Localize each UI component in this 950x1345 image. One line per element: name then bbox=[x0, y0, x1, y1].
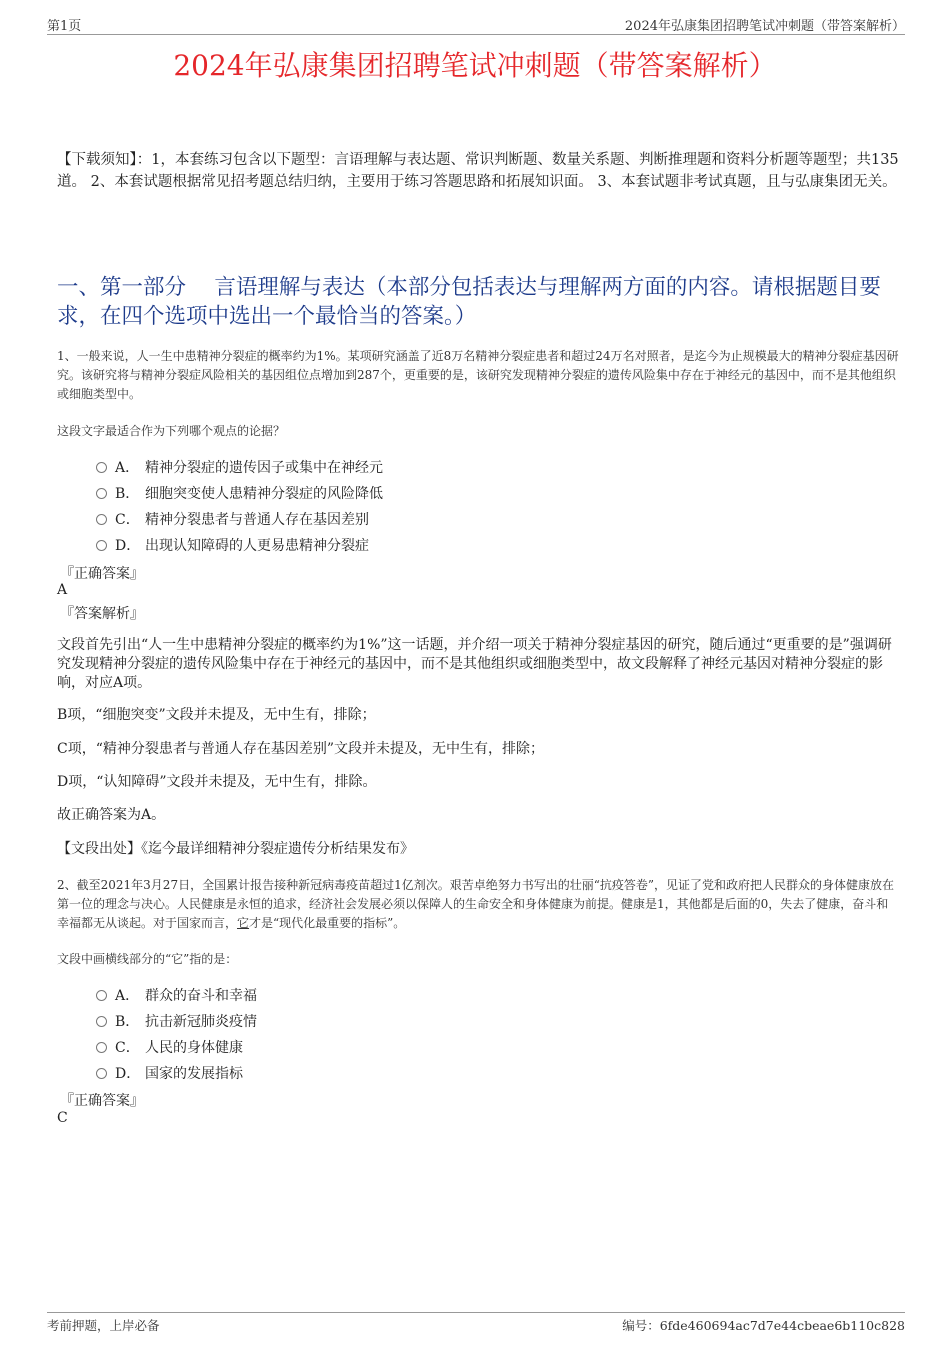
footer-slogan: 考前押题，上岸必备 bbox=[47, 1318, 160, 1333]
q2-option-b[interactable]: B． 抗击新冠肺炎疫情 bbox=[96, 1011, 257, 1031]
q2-answer: C bbox=[57, 1110, 68, 1126]
radio-icon[interactable] bbox=[96, 1068, 107, 1079]
page-title: 2024年弘康集团招聘笔试冲刺题（带答案解析） bbox=[173, 49, 777, 82]
q2-option-d[interactable]: D． 国家的发展指标 bbox=[96, 1063, 243, 1083]
radio-icon[interactable] bbox=[96, 1042, 107, 1053]
q2-stem: 2、截至2021年3月27日，全国累计报告接种新冠病毒疫苗超过1亿剂次。艰苦卓绝努力书写出的壮丽“抗疫答卷”，见证了党和政府把人民群众的身体健康放在第一位的理念与决心。人民健康是永恒的追求，经济社会发展必须以保障人的生命安全和身体健康为前提。健康是1，其他都是后面的0，失去了健康，奋斗和幸福都无从谈起。对于国家而言，它才是“现代化最重要的指标”。 bbox=[57, 878, 894, 930]
q1-analysis-conclusion: 故正确答案为A。 bbox=[57, 807, 166, 823]
radio-icon[interactable] bbox=[96, 990, 107, 1001]
q1-analysis-b: B项，“细胞突变”文段并未提及，无中生有，排除； bbox=[57, 707, 376, 723]
q1-option-d[interactable]: D． 出现认知障碍的人更易患精神分裂症 bbox=[96, 535, 369, 555]
download-notice: 【下载须知】：1，本套练习包含以下题型：言语理解与表达题、常识判断题、数量关系题、判断推理题和资料分析题等题型；共135道。 2、本套试题根据常见招考题总结归纳，主要用于练习答题思路和拓展知识面。 3、本套试题非考试真题，且与弘康集团无关。 bbox=[57, 152, 899, 190]
q2-answer-label: 『正确答案』 bbox=[60, 1093, 144, 1109]
q1-answer-label: 『正确答案』 bbox=[60, 566, 144, 582]
radio-icon[interactable] bbox=[96, 462, 107, 473]
q1-option-c[interactable]: C． 精神分裂患者与普通人存在基因差别 bbox=[96, 509, 369, 529]
page-number: 第1页 bbox=[47, 19, 82, 34]
radio-icon[interactable] bbox=[96, 540, 107, 551]
q1-analysis-label: 『答案解析』 bbox=[60, 606, 144, 622]
q1-analysis-d: D项，“认知障碍”文段并未提及，无中生有，排除。 bbox=[57, 774, 377, 790]
page-header bbox=[47, 14, 905, 35]
q2-option-a[interactable]: A． 群众的奋斗和幸福 bbox=[96, 985, 257, 1005]
q1-analysis-c: C项，“精神分裂患者与普通人存在基因差别”文段并未提及，无中生有，排除； bbox=[57, 741, 545, 757]
page-footer bbox=[47, 1312, 905, 1333]
section-heading: 一、第一部分 言语理解与表达（本部分包括表达与理解两方面的内容。请根据题目要求，在四个选项中选出一个最恰当的答案。） bbox=[57, 275, 881, 329]
q2-underlined-word: 它 bbox=[237, 916, 250, 930]
radio-icon[interactable] bbox=[96, 488, 107, 499]
q1-source: 【文段出处】《迄今最详细精神分裂症遗传分析结果发布》 bbox=[57, 841, 414, 857]
q2-question: 文段中画横线部分的“它”指的是： bbox=[57, 952, 238, 966]
q1-stem: 1、一般来说，人一生中患精神分裂症的概率约为1%。某项研究涵盖了近8万名精神分裂症患者和超过24万名对照者，是迄今为止规模最大的精神分裂症基因研究。该研究将与精神分裂症风险相关的基因组位点增加到287个，更重要的是，该研究发现精神分裂症的遗传风险集中存在于神经元的基因中，而不是其他组织或细胞类型中。 bbox=[57, 349, 899, 401]
header-doc-title: 2024年弘康集团招聘笔试冲刺题（带答案解析） bbox=[624, 19, 905, 34]
q2-option-c[interactable]: C． 人民的身体健康 bbox=[96, 1037, 243, 1057]
radio-icon[interactable] bbox=[96, 514, 107, 525]
q1-answer: A bbox=[57, 582, 68, 598]
q1-question: 这段文字最适合作为下列哪个观点的论据？ bbox=[57, 424, 286, 438]
q1-option-b[interactable]: B． 细胞突变使人患精神分裂症的风险降低 bbox=[96, 483, 383, 503]
q1-option-a[interactable]: A． 精神分裂症的遗传因子或集中在神经元 bbox=[96, 457, 383, 477]
footer-doc-id: 编号：6fde460694ac7d7e44cbeae6b110c828 bbox=[622, 1318, 905, 1333]
radio-icon[interactable] bbox=[96, 1016, 107, 1027]
q1-analysis-paragraph: 文段首先引出“人一生中患精神分裂症的概率约为1%”这一话题，并介绍一项关于精神分裂症基因的研究，随后通过“更重要的是”强调研究发现精神分裂症的遗传风险集中存在于神经元的基因中，而不是其他组织或细胞类型中，故文段解释了神经元基因对精神分裂症的影响，对应A项。 bbox=[57, 637, 892, 691]
